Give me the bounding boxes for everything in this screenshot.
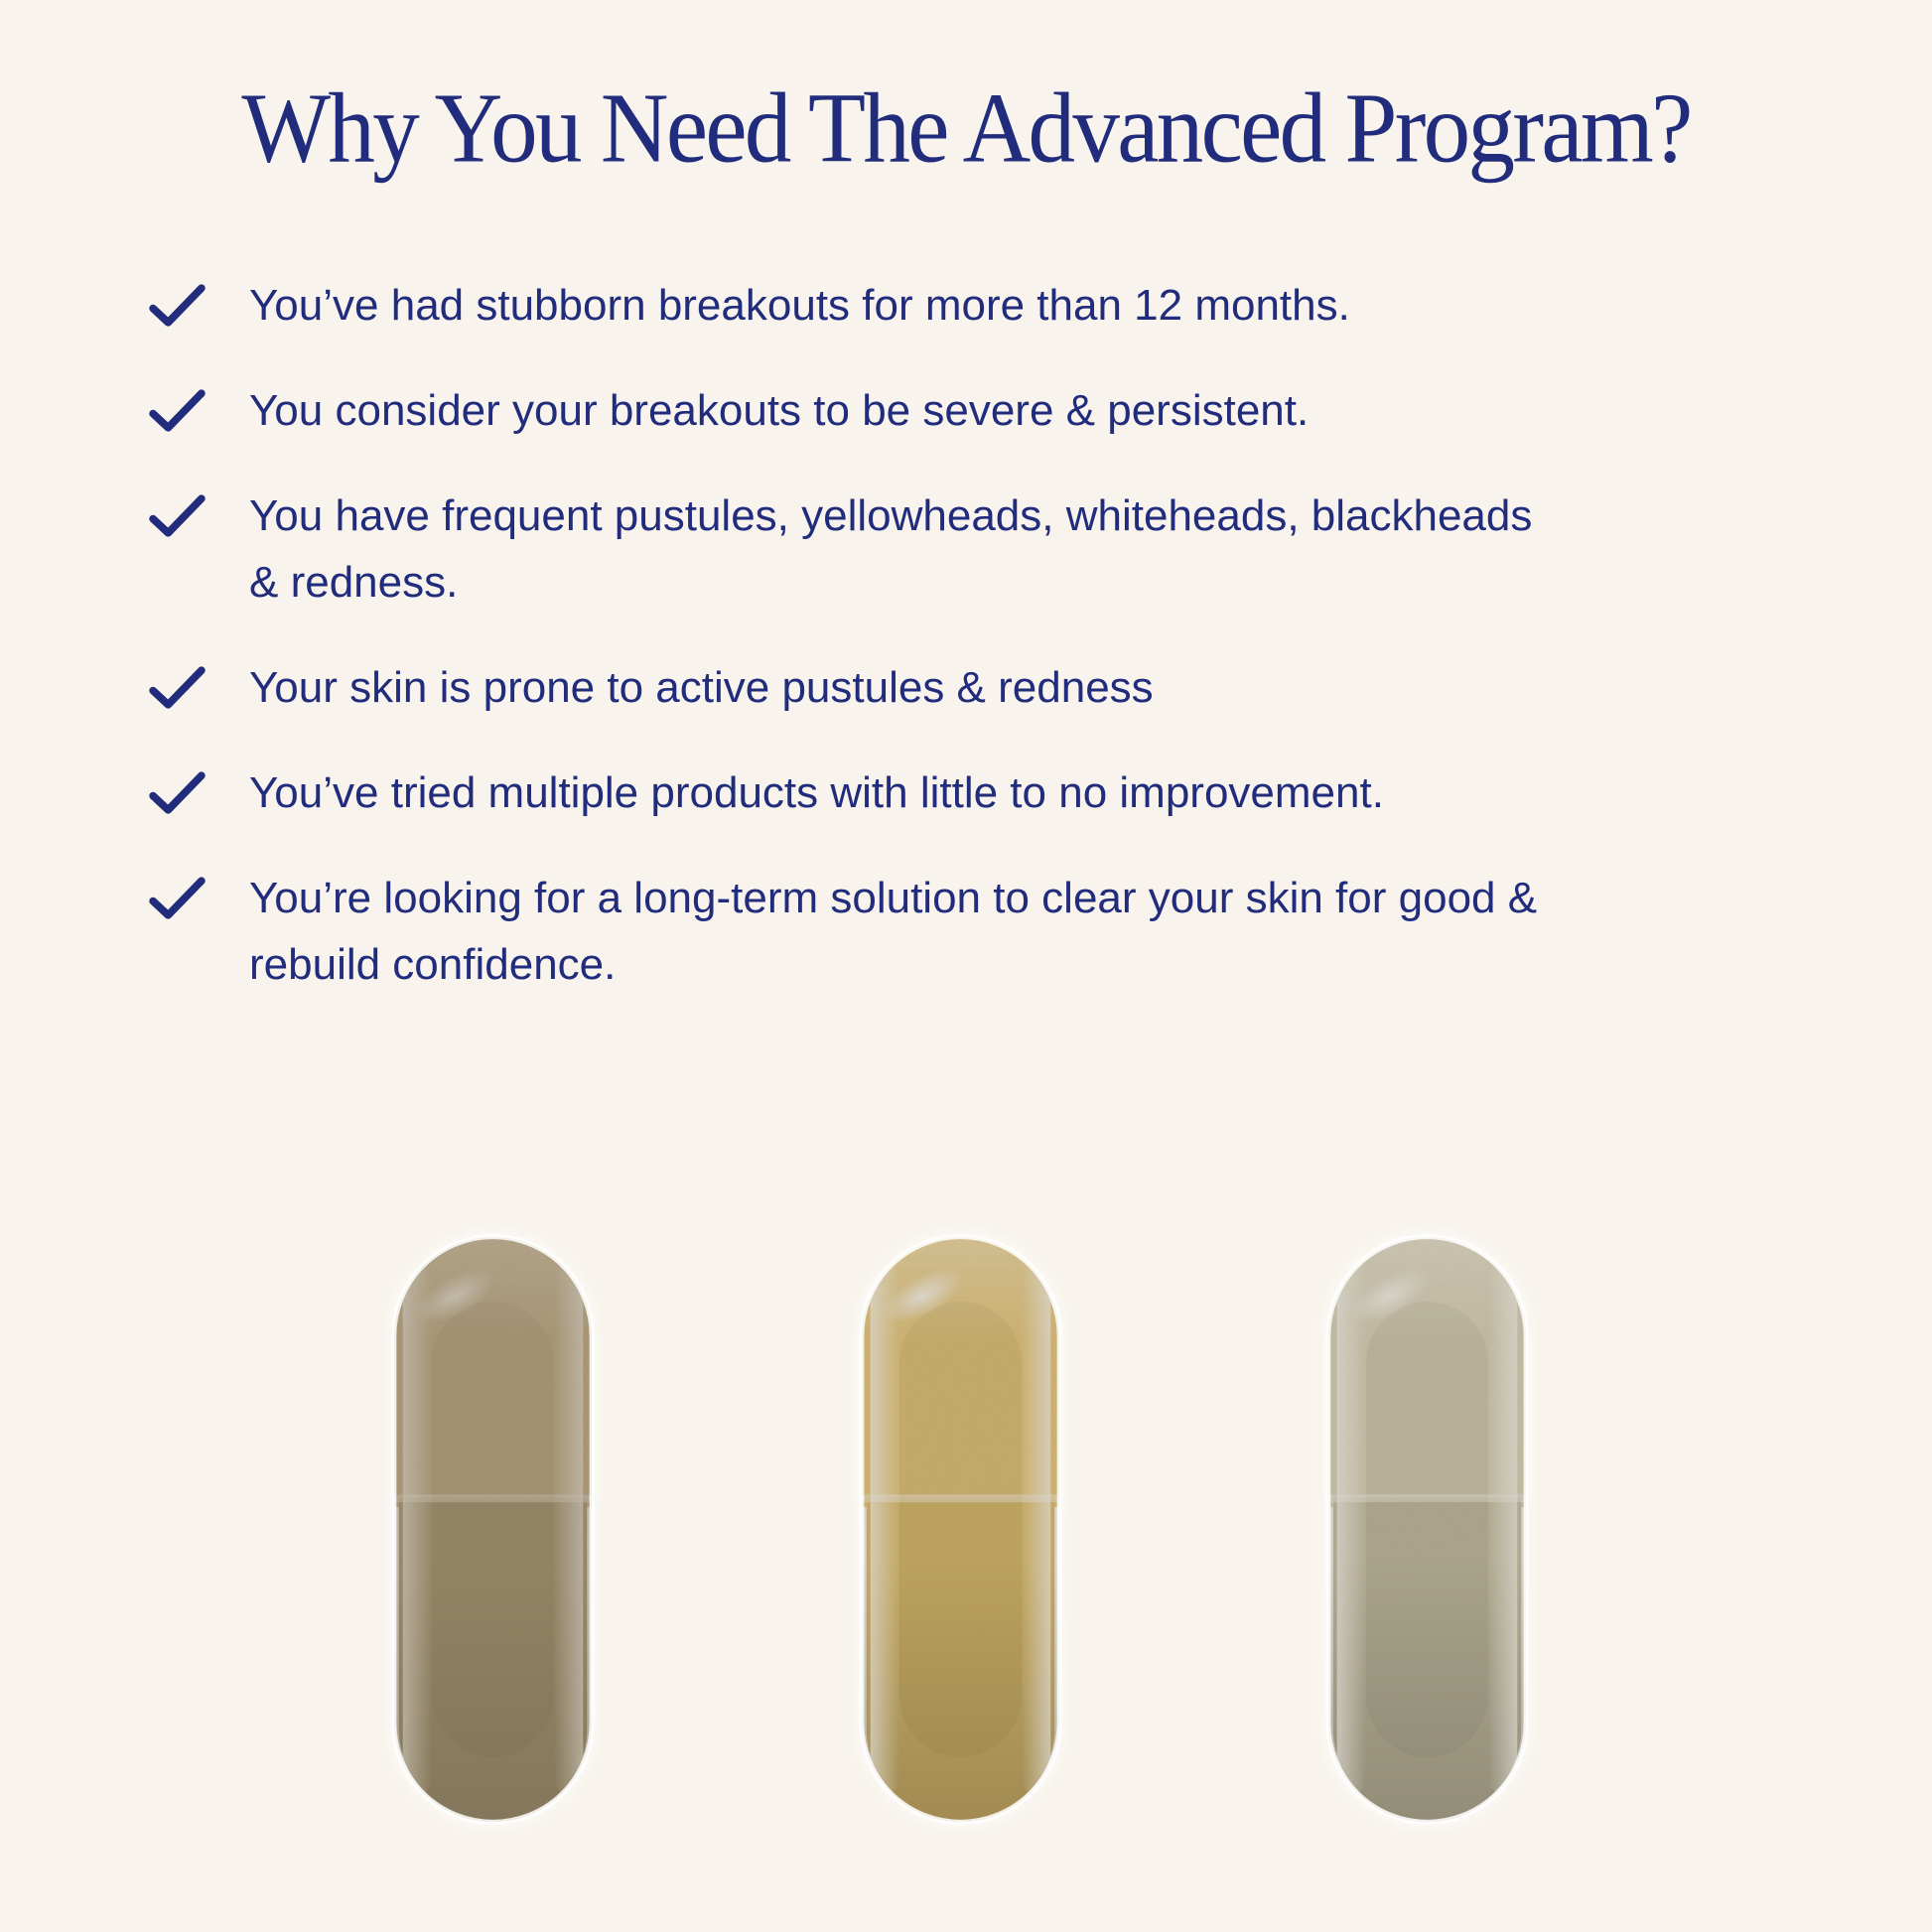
capsule-tan-speckled	[391, 1229, 595, 1830]
checklist-item-text: You’ve tried multiple products with little to no improvement.	[249, 768, 1384, 817]
check-icon	[149, 759, 249, 815]
checklist-item-text: You consider your breakouts to be severe & persistent.	[249, 386, 1310, 435]
checklist-item-text: You’re looking for a long-term solution to clear your skin for good & rebuild confidence.	[249, 874, 1538, 989]
capsules-row	[391, 1229, 1529, 1830]
checklist-item-text: You have frequent pustules, yellowheads, whiteheads, blackheads & redness.	[249, 491, 1533, 607]
capsule-cream	[1325, 1229, 1529, 1830]
checklist-item	[149, 759, 1560, 826]
check-icon	[149, 272, 249, 328]
checklist-item	[149, 272, 1560, 339]
checklist-item-text: Your skin is prone to active pustules & redness	[249, 663, 1154, 712]
check-icon	[149, 483, 249, 538]
check-icon	[149, 377, 249, 433]
checklist-item	[149, 483, 1560, 616]
checklist-item	[149, 654, 1560, 721]
check-icon	[149, 865, 249, 920]
checklist-item	[149, 377, 1560, 444]
check-icon	[149, 654, 249, 710]
checklist	[149, 272, 1560, 1036]
checklist-item-text: You’ve had stubborn breakouts for more than 12 months.	[249, 281, 1350, 330]
checklist-item	[149, 865, 1560, 998]
capsule-yellow	[859, 1229, 1062, 1830]
page-title: Why You Need The Advanced Program?	[241, 71, 1691, 184]
